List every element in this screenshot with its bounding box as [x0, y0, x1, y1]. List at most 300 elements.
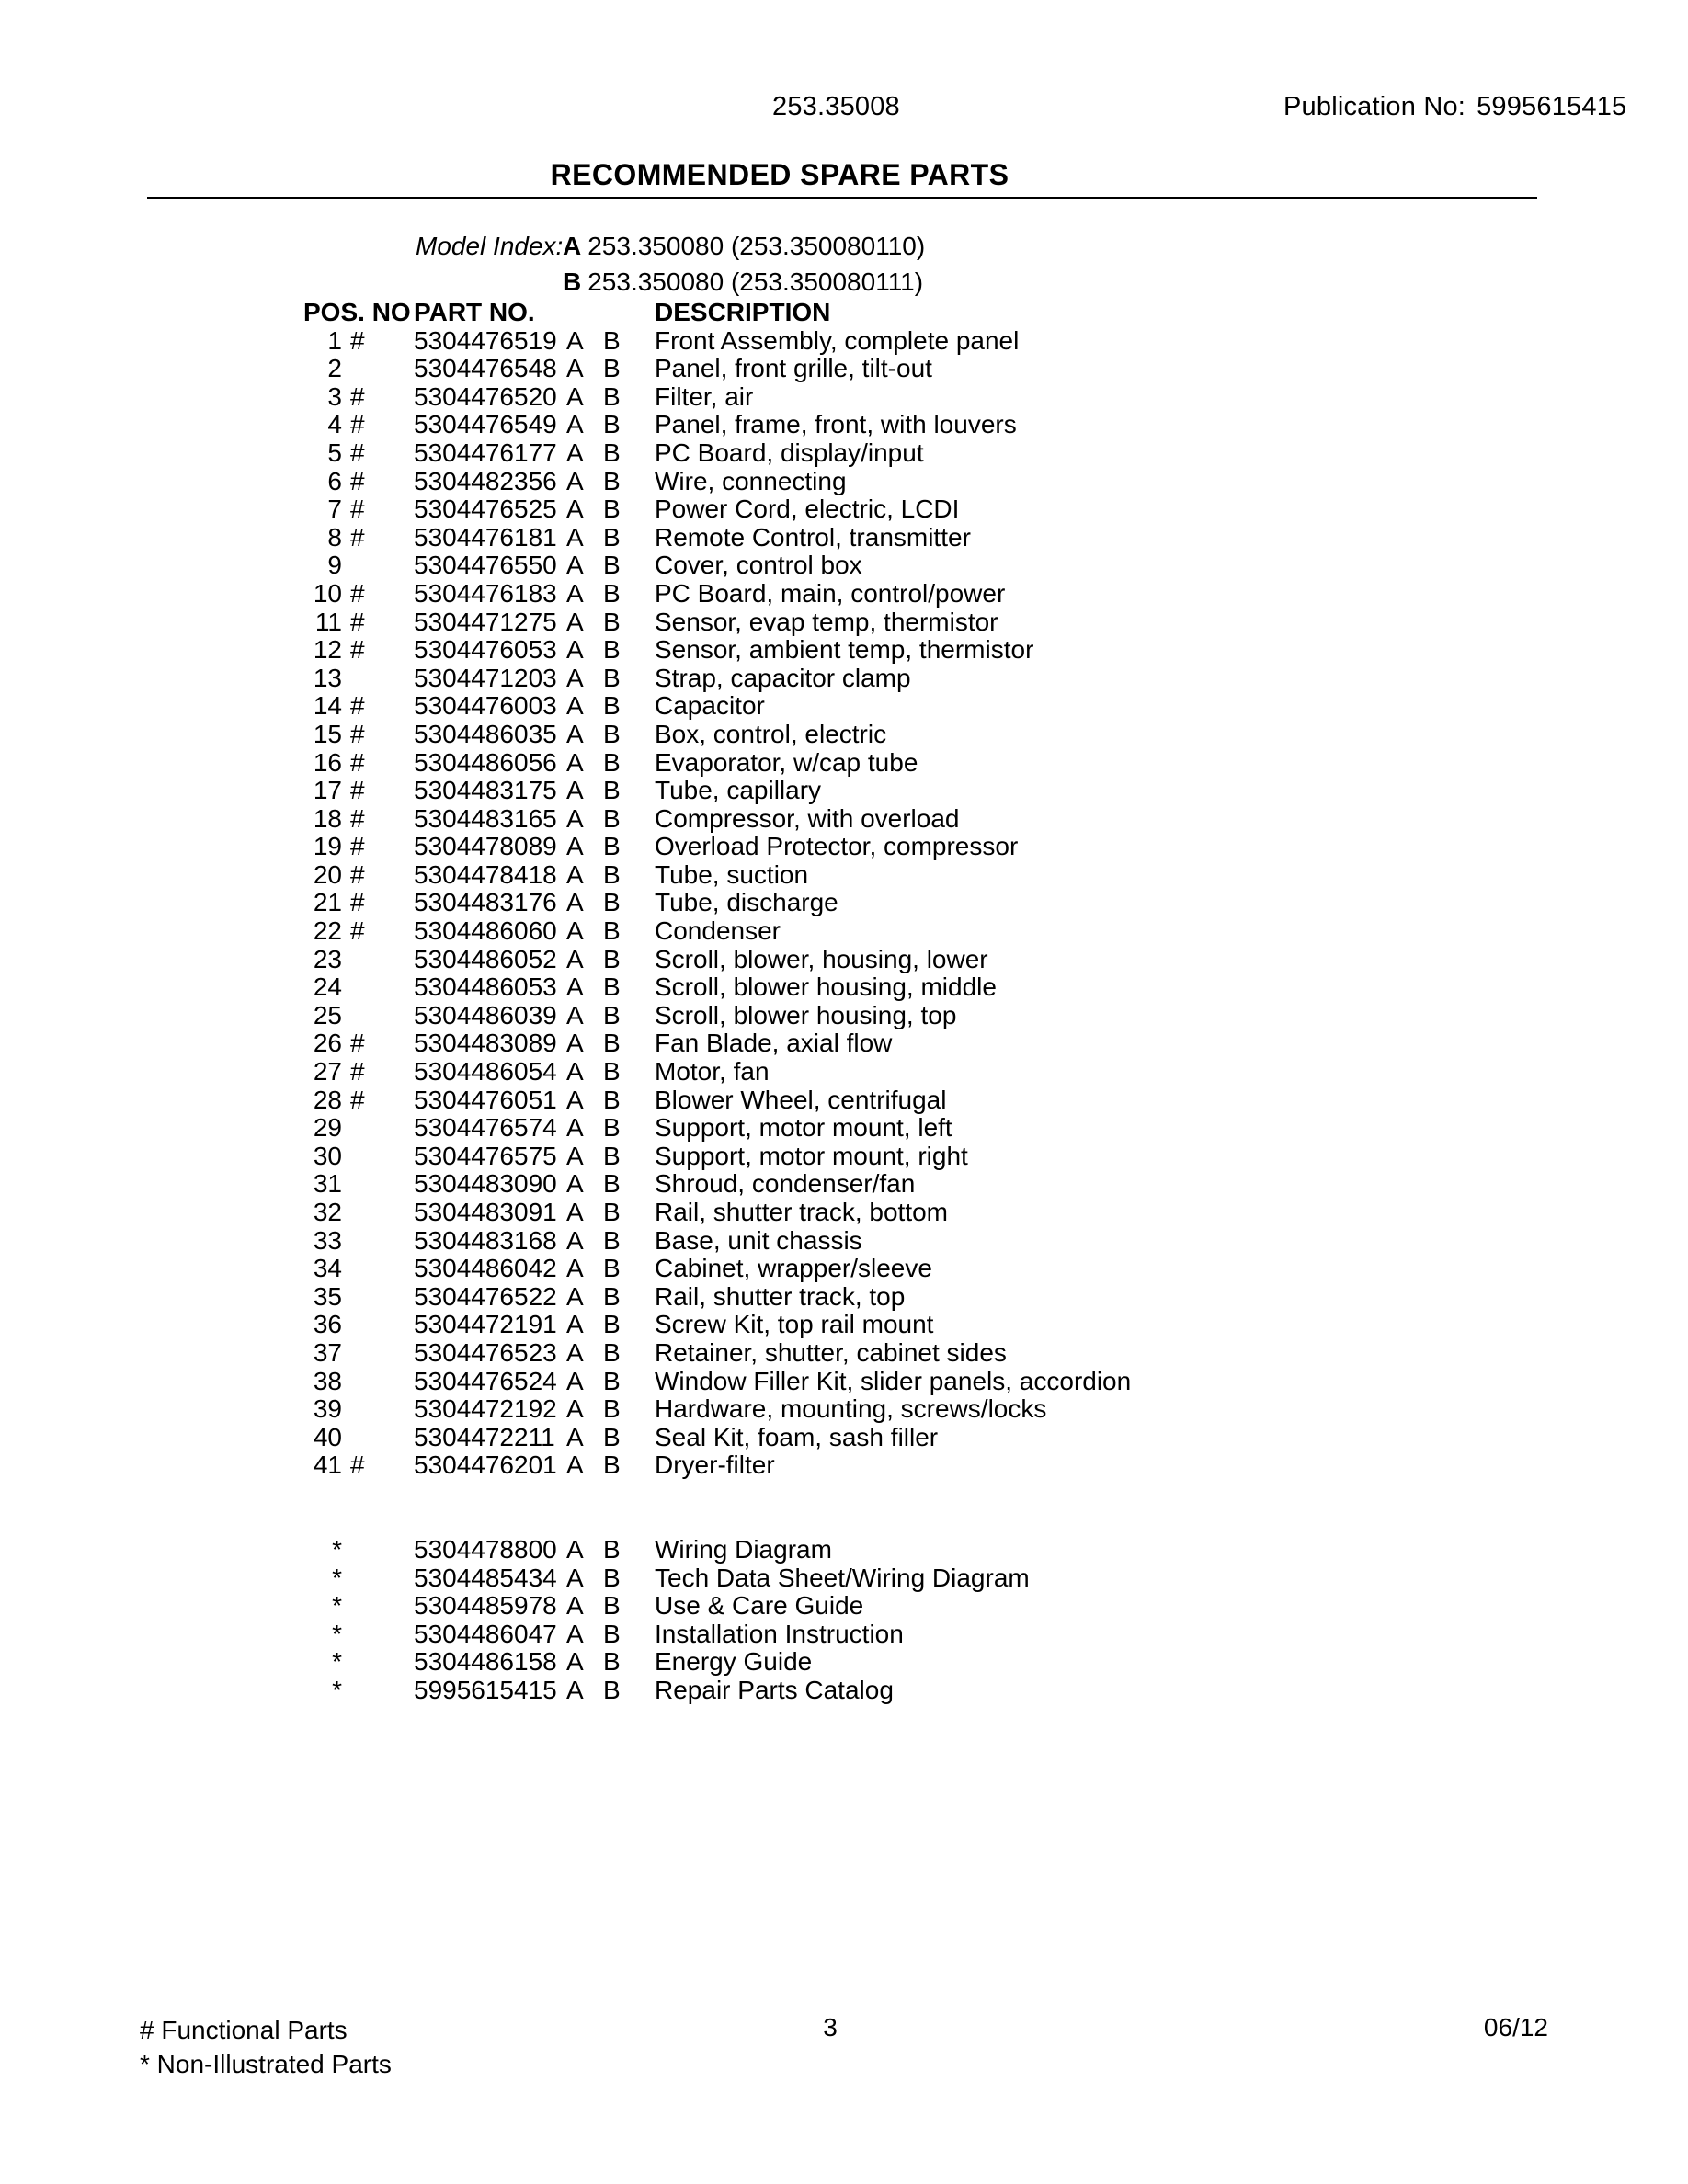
- cell-model-a: A: [566, 1591, 584, 1621]
- cell-model-b: B: [603, 381, 621, 411]
- cell-model-b: B: [603, 1310, 621, 1339]
- cell-position-number: [303, 1029, 423, 1058]
- cell-model-a: A: [566, 916, 584, 946]
- cell-description: Blower Wheel, centrifugal: [655, 1085, 947, 1114]
- cell-model-b: B: [603, 325, 621, 355]
- model-index-text-a: 253.350080 (253.350080110): [587, 232, 926, 260]
- position-number-value: 39: [313, 1394, 342, 1424]
- cell-position-number: [303, 467, 423, 496]
- position-number-value: 12: [313, 635, 342, 665]
- cell-model-a: A: [566, 1000, 584, 1029]
- model-index-code-a: A: [563, 232, 582, 260]
- cell-description: Sensor, evap temp, thermistor: [655, 607, 998, 636]
- position-flag-marker: #: [350, 691, 365, 721]
- cell-part-number: 5304486052: [414, 944, 557, 973]
- model-number: 253.35008: [772, 92, 900, 121]
- position-number-value: 5: [327, 438, 342, 467]
- cell-position-number: [303, 1394, 423, 1424]
- table-row: [0, 608, 1688, 636]
- page-header: [0, 92, 1688, 129]
- cell-description: Sensor, ambient temp, thermistor: [655, 635, 1034, 665]
- cell-description: Tube, capillary: [655, 776, 822, 805]
- table-row: [0, 804, 1688, 833]
- position-flag-marker: #: [350, 859, 365, 889]
- table-row: [0, 1367, 1688, 1395]
- position-number-value: 3: [327, 381, 342, 411]
- position-number-value: *: [332, 1563, 342, 1592]
- cell-model-b: B: [603, 495, 621, 524]
- position-number-value: 10: [313, 578, 342, 608]
- cell-model-b: B: [603, 522, 621, 552]
- cell-description: Scroll, blower housing, middle: [655, 973, 997, 1002]
- cell-model-b: B: [603, 1281, 621, 1311]
- position-number-value: 41: [313, 1450, 342, 1480]
- cell-description: Hardware, mounting, screws/locks: [655, 1394, 1047, 1424]
- cell-position-number: [303, 1001, 423, 1030]
- cell-position-number: [303, 1535, 423, 1564]
- position-number-value: 6: [327, 466, 342, 495]
- cell-position-number: [303, 973, 423, 1002]
- cell-position-number: [303, 945, 423, 974]
- position-number-value: 2: [327, 354, 342, 383]
- cell-part-number: 5304486060: [414, 916, 557, 946]
- position-number-value: 1: [327, 325, 342, 355]
- cell-position-number: [303, 804, 423, 834]
- cell-part-number: 5304483175: [414, 776, 557, 805]
- cell-part-number: 5304476575: [414, 1141, 557, 1170]
- cell-description: Tube, discharge: [655, 888, 838, 917]
- cell-model-b: B: [603, 1534, 621, 1564]
- page-number: 3: [823, 2013, 838, 2042]
- cell-part-number: 5304471275: [414, 607, 557, 636]
- position-flag-marker: #: [350, 438, 365, 467]
- cell-part-number: 5304483091: [414, 1198, 557, 1226]
- cell-model-b: B: [603, 747, 621, 777]
- position-number-value: 28: [313, 1085, 342, 1114]
- position-flag-marker: #: [350, 888, 365, 917]
- cell-description: Motor, fan: [655, 1057, 770, 1086]
- cell-part-number: 5304483090: [414, 1169, 557, 1199]
- parts-table: [0, 298, 1688, 1704]
- cell-model-a: A: [566, 1029, 584, 1058]
- table-row: [0, 1647, 1688, 1676]
- position-number-value: 32: [313, 1198, 342, 1226]
- model-index-entry-a: [563, 233, 925, 259]
- cell-position-number: [303, 1647, 423, 1677]
- cell-model-a: A: [566, 944, 584, 973]
- position-number-value: 25: [313, 1000, 342, 1029]
- cell-position-number: [303, 748, 423, 778]
- table-row: [0, 354, 1688, 382]
- position-flag-marker: #: [350, 578, 365, 608]
- table-row: [0, 1282, 1688, 1311]
- cell-model-a: A: [566, 354, 584, 383]
- position-number-value: 22: [313, 916, 342, 946]
- table-row: [0, 1029, 1688, 1057]
- table-row: [0, 776, 1688, 804]
- table-row: [0, 635, 1688, 664]
- position-number-value: 23: [313, 944, 342, 973]
- cell-model-a: A: [566, 859, 584, 889]
- cell-description: Energy Guide: [655, 1647, 813, 1677]
- table-row: [0, 916, 1688, 945]
- table-row: [0, 467, 1688, 495]
- table-row: [0, 888, 1688, 916]
- cell-model-a: A: [566, 438, 584, 467]
- cell-position-number: [303, 354, 423, 383]
- cell-position-number: [303, 410, 423, 439]
- cell-model-b: B: [603, 1000, 621, 1029]
- cell-position-number: [303, 664, 423, 693]
- cell-model-b: B: [603, 578, 621, 608]
- table-row: [0, 720, 1688, 748]
- cell-position-number: [303, 1142, 423, 1171]
- table-row: [0, 1169, 1688, 1198]
- cell-model-b: B: [603, 859, 621, 889]
- cell-model-b: B: [603, 776, 621, 805]
- cell-description: Cover, control box: [655, 551, 862, 580]
- cell-model-b: B: [603, 1563, 621, 1592]
- position-number-value: 31: [313, 1169, 342, 1199]
- position-flag-marker: #: [350, 381, 365, 411]
- table-row: [0, 748, 1688, 777]
- cell-description: Filter, air: [655, 381, 754, 411]
- cell-part-number: 5304476051: [414, 1085, 557, 1114]
- position-number-value: 21: [313, 888, 342, 917]
- position-number-value: 30: [313, 1141, 342, 1170]
- position-number-value: 15: [313, 719, 342, 748]
- position-number-value: 7: [327, 495, 342, 524]
- cell-position-number: [303, 608, 423, 637]
- cell-description: Support, motor mount, right: [655, 1141, 968, 1170]
- position-number-value: 16: [313, 747, 342, 777]
- cell-model-b: B: [603, 1619, 621, 1648]
- cell-model-b: B: [603, 973, 621, 1002]
- cell-part-number: 5304485978: [414, 1591, 557, 1621]
- table-row: [0, 1226, 1688, 1255]
- cell-model-b: B: [603, 888, 621, 917]
- cell-model-b: B: [603, 1141, 621, 1170]
- cell-part-number: 5304476550: [414, 551, 557, 580]
- position-number-value: 19: [313, 832, 342, 861]
- cell-position-number: [303, 691, 423, 721]
- cell-model-b: B: [603, 1366, 621, 1395]
- cell-part-number: 5304476520: [414, 381, 557, 411]
- cell-model-b: B: [603, 551, 621, 580]
- cell-part-number: 5304476003: [414, 691, 557, 721]
- cell-model-a: A: [566, 635, 584, 665]
- cell-position-number: [303, 888, 423, 917]
- publication-number-value: 5995615415: [1477, 92, 1627, 121]
- cell-part-number: 5304486056: [414, 747, 557, 777]
- position-number-value: 20: [313, 859, 342, 889]
- cell-description: Installation Instruction: [655, 1619, 904, 1648]
- table-row: [0, 382, 1688, 411]
- cell-position-number: [303, 720, 423, 749]
- cell-position-number: [303, 916, 423, 946]
- cell-model-a: A: [566, 1281, 584, 1311]
- cell-description: Scroll, blower, housing, lower: [655, 944, 988, 973]
- cell-model-a: A: [566, 551, 584, 580]
- table-row: [0, 860, 1688, 889]
- cell-position-number: [303, 1450, 423, 1480]
- cell-description: Panel, frame, front, with louvers: [655, 410, 1017, 439]
- cell-model-b: B: [603, 916, 621, 946]
- position-flag-marker: #: [350, 719, 365, 748]
- cell-part-number: 5304476201: [414, 1450, 557, 1480]
- position-flag-marker: #: [350, 607, 365, 636]
- cell-model-b: B: [603, 803, 621, 833]
- column-header-part: PART NO.: [414, 298, 535, 326]
- table-row: [0, 1254, 1688, 1282]
- column-header-pos: POS. NO: [303, 298, 411, 326]
- cell-position-number: [303, 1086, 423, 1115]
- cell-position-number: [303, 776, 423, 805]
- cell-description: Condenser: [655, 916, 781, 946]
- cell-model-b: B: [603, 410, 621, 439]
- cell-model-b: B: [603, 691, 621, 721]
- table-row: [0, 1676, 1688, 1704]
- cell-part-number: 5304476519: [414, 325, 557, 355]
- cell-description: Strap, capacitor clamp: [655, 663, 911, 692]
- table-row: [0, 551, 1688, 579]
- position-number-value: 24: [313, 973, 342, 1002]
- cell-description: Support, motor mount, left: [655, 1113, 952, 1143]
- cell-description: Rail, shutter track, bottom: [655, 1198, 949, 1226]
- cell-position-number: [303, 1113, 423, 1143]
- position-flag-marker: #: [350, 522, 365, 552]
- table-row: [0, 438, 1688, 467]
- cell-description: Wire, connecting: [655, 466, 847, 495]
- cell-model-b: B: [603, 1057, 621, 1086]
- cell-description: Rail, shutter track, top: [655, 1281, 906, 1311]
- cell-position-number: [303, 1338, 423, 1368]
- table-row: [0, 1620, 1688, 1648]
- cell-model-a: A: [566, 1113, 584, 1143]
- position-flag-marker: #: [350, 635, 365, 665]
- cell-part-number: 5304486042: [414, 1254, 557, 1283]
- cell-model-b: B: [603, 1029, 621, 1058]
- cell-model-a: A: [566, 1366, 584, 1395]
- cell-description: Scroll, blower housing, top: [655, 1000, 957, 1029]
- position-number-value: *: [332, 1591, 342, 1621]
- cell-model-a: A: [566, 803, 584, 833]
- cell-part-number: 5304485434: [414, 1563, 557, 1592]
- cell-part-number: 5304476574: [414, 1113, 557, 1143]
- cell-description: Front Assembly, complete panel: [655, 325, 1020, 355]
- cell-model-a: A: [566, 578, 584, 608]
- cell-part-number: 5304483176: [414, 888, 557, 917]
- cell-model-b: B: [603, 1450, 621, 1480]
- cell-part-number: 5304476053: [414, 635, 557, 665]
- table-row: [0, 1591, 1688, 1620]
- cell-model-a: A: [566, 1254, 584, 1283]
- position-number-value: 33: [313, 1225, 342, 1255]
- cell-part-number: 5304482356: [414, 466, 557, 495]
- table-row: [0, 691, 1688, 720]
- cell-description: Power Cord, electric, LCDI: [655, 495, 960, 524]
- revision-date: 06/12: [1483, 2013, 1548, 2042]
- cell-position-number: [303, 382, 423, 412]
- cell-position-number: [303, 1423, 423, 1452]
- cell-position-number: [303, 635, 423, 665]
- cell-model-a: A: [566, 776, 584, 805]
- cell-position-number: [303, 1310, 423, 1339]
- position-flag-marker: #: [350, 495, 365, 524]
- cell-model-a: A: [566, 1198, 584, 1226]
- cell-part-number: 5304476183: [414, 578, 557, 608]
- position-flag-marker: #: [350, 916, 365, 946]
- cell-description: Overload Protector, compressor: [655, 832, 1019, 861]
- cell-model-b: B: [603, 354, 621, 383]
- cell-position-number: [303, 1676, 423, 1705]
- cell-position-number: [303, 1620, 423, 1649]
- cell-model-b: B: [603, 832, 621, 861]
- cell-model-a: A: [566, 973, 584, 1002]
- cell-model-b: B: [603, 1337, 621, 1367]
- position-number-value: 34: [313, 1254, 342, 1283]
- position-number-value: 17: [313, 776, 342, 805]
- cell-part-number: 5304486047: [414, 1619, 557, 1648]
- position-number-value: *: [332, 1647, 342, 1677]
- position-number-value: 4: [327, 410, 342, 439]
- position-flag-marker: #: [350, 410, 365, 439]
- position-flag-marker: #: [350, 1029, 365, 1058]
- position-number-value: 36: [313, 1310, 342, 1339]
- position-number-value: 38: [313, 1366, 342, 1395]
- cell-model-a: A: [566, 466, 584, 495]
- cell-model-a: A: [566, 381, 584, 411]
- cell-part-number: 5304476524: [414, 1366, 557, 1395]
- cell-position-number: [303, 1169, 423, 1199]
- cell-part-number: 5304486035: [414, 719, 557, 748]
- cell-position-number: [303, 1367, 423, 1396]
- table-row: [0, 1310, 1688, 1338]
- cell-position-number: [303, 1282, 423, 1312]
- cell-model-b: B: [603, 1254, 621, 1283]
- cell-part-number: 5304486053: [414, 973, 557, 1002]
- cell-model-b: B: [603, 1225, 621, 1255]
- cell-part-number: 5304472192: [414, 1394, 557, 1424]
- position-flag-marker: #: [350, 325, 365, 355]
- cell-description: Wiring Diagram: [655, 1534, 832, 1564]
- legend-functional-parts: # Functional Parts: [140, 2016, 348, 2044]
- table-row: [0, 326, 1688, 355]
- cell-model-b: B: [603, 944, 621, 973]
- cell-part-number: 5304478800: [414, 1534, 557, 1564]
- cell-description: Window Filler Kit, slider panels, accordion: [655, 1366, 1132, 1395]
- cell-position-number: [303, 1591, 423, 1621]
- cell-description: Screw Kit, top rail mount: [655, 1310, 934, 1339]
- cell-part-number: 5304483168: [414, 1225, 557, 1255]
- cell-model-b: B: [603, 1422, 621, 1451]
- cell-model-a: A: [566, 1337, 584, 1367]
- cell-model-b: B: [603, 1113, 621, 1143]
- cell-part-number: 5304483089: [414, 1029, 557, 1058]
- cell-part-number: 5304476177: [414, 438, 557, 467]
- cell-model-b: B: [603, 438, 621, 467]
- table-header-row: [0, 298, 1688, 326]
- cell-position-number: [303, 551, 423, 580]
- position-number-value: *: [332, 1619, 342, 1648]
- cell-description: Panel, front grille, tilt-out: [655, 354, 932, 383]
- cell-model-a: A: [566, 495, 584, 524]
- cell-part-number: 5304476548: [414, 354, 557, 383]
- cell-model-a: A: [566, 888, 584, 917]
- cell-model-a: A: [566, 607, 584, 636]
- position-number-value: 9: [327, 551, 342, 580]
- table-row: [0, 1142, 1688, 1170]
- cell-position-number: [303, 495, 423, 524]
- cell-description: Fan Blade, axial flow: [655, 1029, 893, 1058]
- cell-model-a: A: [566, 1534, 584, 1564]
- cell-model-a: A: [566, 1422, 584, 1451]
- cell-model-a: A: [566, 1394, 584, 1424]
- cell-model-b: B: [603, 663, 621, 692]
- cell-part-number: 5304478418: [414, 859, 557, 889]
- table-row: [0, 1535, 1688, 1564]
- cell-part-number: 5304483165: [414, 803, 557, 833]
- cell-model-a: A: [566, 1085, 584, 1114]
- cell-position-number: [303, 1254, 423, 1283]
- table-row: [0, 1057, 1688, 1086]
- table-row: [0, 1086, 1688, 1114]
- cell-position-number: [303, 860, 423, 890]
- table-row: [0, 1001, 1688, 1029]
- position-flag-marker: #: [350, 776, 365, 805]
- legend-non-illustrated-parts: * Non-Illustrated Parts: [140, 2050, 392, 2079]
- table-row: [0, 664, 1688, 692]
- cell-description: Dryer-filter: [655, 1450, 775, 1480]
- publication-number-label: Publication No:: [1283, 92, 1466, 121]
- cell-part-number: 5304472191: [414, 1310, 557, 1339]
- cell-model-a: A: [566, 1310, 584, 1339]
- table-row: [0, 945, 1688, 973]
- model-index-text-b: 253.350080 (253.350080111): [587, 267, 924, 296]
- cell-model-b: B: [603, 1591, 621, 1621]
- model-index-entry-b: [563, 269, 923, 295]
- position-flag-marker: #: [350, 803, 365, 833]
- position-number-value: 40: [313, 1422, 342, 1451]
- cell-model-b: B: [603, 1647, 621, 1677]
- table-row: [0, 1564, 1688, 1592]
- cell-model-a: A: [566, 325, 584, 355]
- table-row: [0, 832, 1688, 860]
- cell-part-number: 5304476181: [414, 522, 557, 552]
- model-index-code-b: B: [563, 267, 582, 296]
- cell-description: Compressor, with overload: [655, 803, 960, 833]
- cell-description: Base, unit chassis: [655, 1225, 862, 1255]
- table-row: [0, 579, 1688, 608]
- page-title: RECOMMENDED SPARE PARTS: [550, 158, 1009, 191]
- cell-description: PC Board, display/input: [655, 438, 924, 467]
- cell-model-a: A: [566, 1450, 584, 1480]
- cell-part-number: 5304476523: [414, 1337, 557, 1367]
- cell-model-b: B: [603, 1169, 621, 1199]
- cell-description: Evaporator, w/cap tube: [655, 747, 918, 777]
- cell-part-number: 5304471203: [414, 663, 557, 692]
- position-number-value: 29: [313, 1113, 342, 1143]
- cell-model-a: A: [566, 691, 584, 721]
- table-row: [0, 1450, 1688, 1479]
- cell-model-a: A: [566, 663, 584, 692]
- position-number-value: 13: [313, 663, 342, 692]
- cell-position-number: [303, 579, 423, 609]
- position-flag-marker: #: [350, 832, 365, 861]
- cell-model-a: A: [566, 1563, 584, 1592]
- table-row: [0, 1423, 1688, 1451]
- position-number-value: 37: [313, 1337, 342, 1367]
